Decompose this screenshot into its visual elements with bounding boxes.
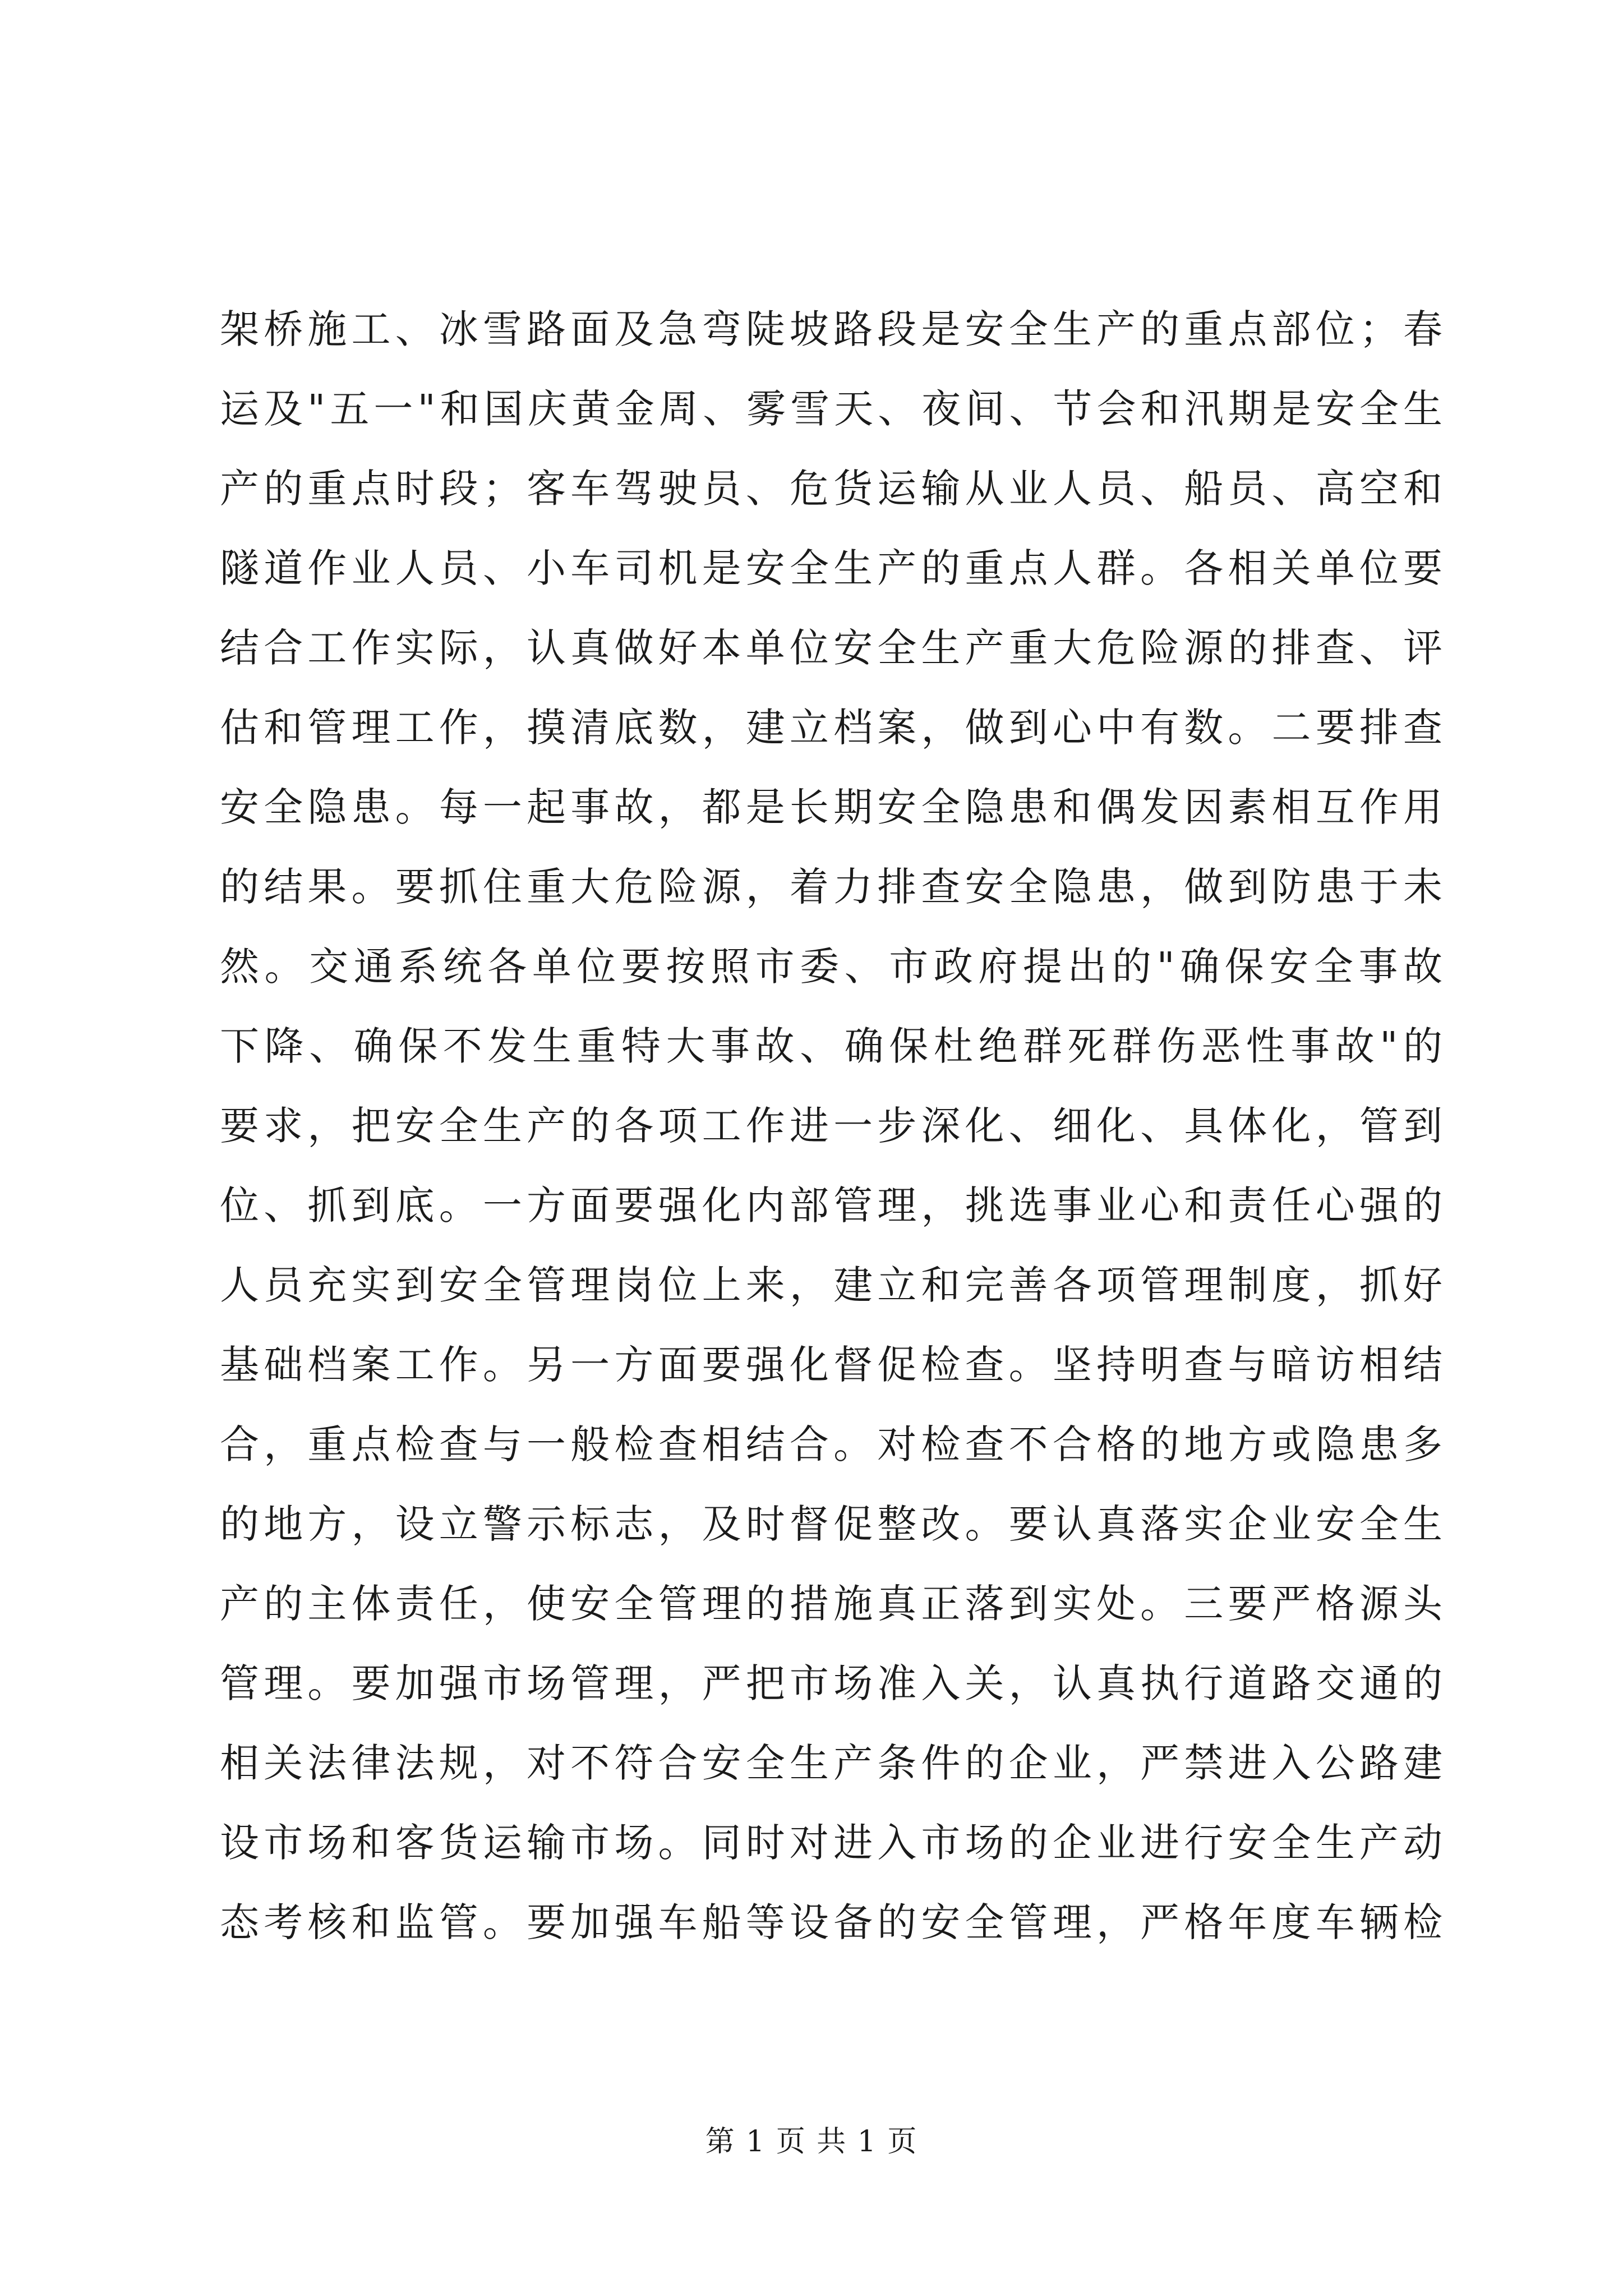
text-line: 态考核和监管。要加强车船等设备的安全管理，严格年度车辆检	[220, 1899, 1442, 1945]
text-line: 管理。要加强市场管理，严把市场准入关，认真执行道路交通的	[220, 1660, 1442, 1706]
text-line: 相关法律法规，对不符合安全生产条件的企业，严禁进入公路建	[220, 1740, 1442, 1786]
text-line: 要求，把安全生产的各项工作进一步深化、细化、具体化，管到	[220, 1103, 1442, 1149]
body-text	[220, 289, 1442, 1962]
text-line: 产的重点时段；客车驾驶员、危货运输从业人员、船员、高空和	[220, 466, 1442, 512]
text-line: 结合工作实际，认真做好本单位安全生产重大危险源的排查、评	[220, 625, 1442, 671]
text-line: 人员充实到安全管理岗位上来，建立和完善各项管理制度，抓好	[220, 1262, 1442, 1308]
text-line: 的结果。要抓住重大危险源，着力排查安全隐患，做到防患于未	[220, 864, 1442, 910]
text-line: 安全隐患。每一起事故，都是长期安全隐患和偶发因素相互作用	[220, 784, 1442, 830]
text-line: 架桥施工、冰雪路面及急弯陡坡路段是安全生产的重点部位；春	[220, 306, 1442, 352]
text-line: 产的主体责任，使安全管理的措施真正落到实处。三要严格源头	[220, 1581, 1442, 1627]
text-line: 然。交通系统各单位要按照市委、市政府提出的"确保安全事故	[220, 944, 1442, 990]
text-line: 合，重点检查与一般检查相结合。对检查不合格的地方或隐患多	[220, 1421, 1442, 1467]
text-line: 估和管理工作，摸清底数，建立档案，做到心中有数。二要排查	[220, 705, 1442, 751]
text-line: 位、抓到底。一方面要强化内部管理，挑选事业心和责任心强的	[220, 1182, 1442, 1228]
text-line: 运及"五一"和国庆黄金周、雾雪天、夜间、节会和汛期是安全生	[220, 386, 1442, 432]
text-line: 隧道作业人员、小车司机是安全生产的重点人群。各相关单位要	[220, 545, 1442, 591]
text-line: 下降、确保不发生重特大事故、确保杜绝群死群伤恶性事故"的	[220, 1023, 1442, 1069]
text-line: 基础档案工作。另一方面要强化督促检查。坚持明查与暗访相结	[220, 1342, 1442, 1388]
text-line: 的地方，设立警示标志，及时督促整改。要认真落实企业安全生	[220, 1501, 1442, 1547]
page-number-footer: 第 1 页 共 1 页	[705, 2125, 918, 2159]
text-line: 设市场和客货运输市场。同时对进入市场的企业进行安全生产动	[220, 1820, 1442, 1866]
